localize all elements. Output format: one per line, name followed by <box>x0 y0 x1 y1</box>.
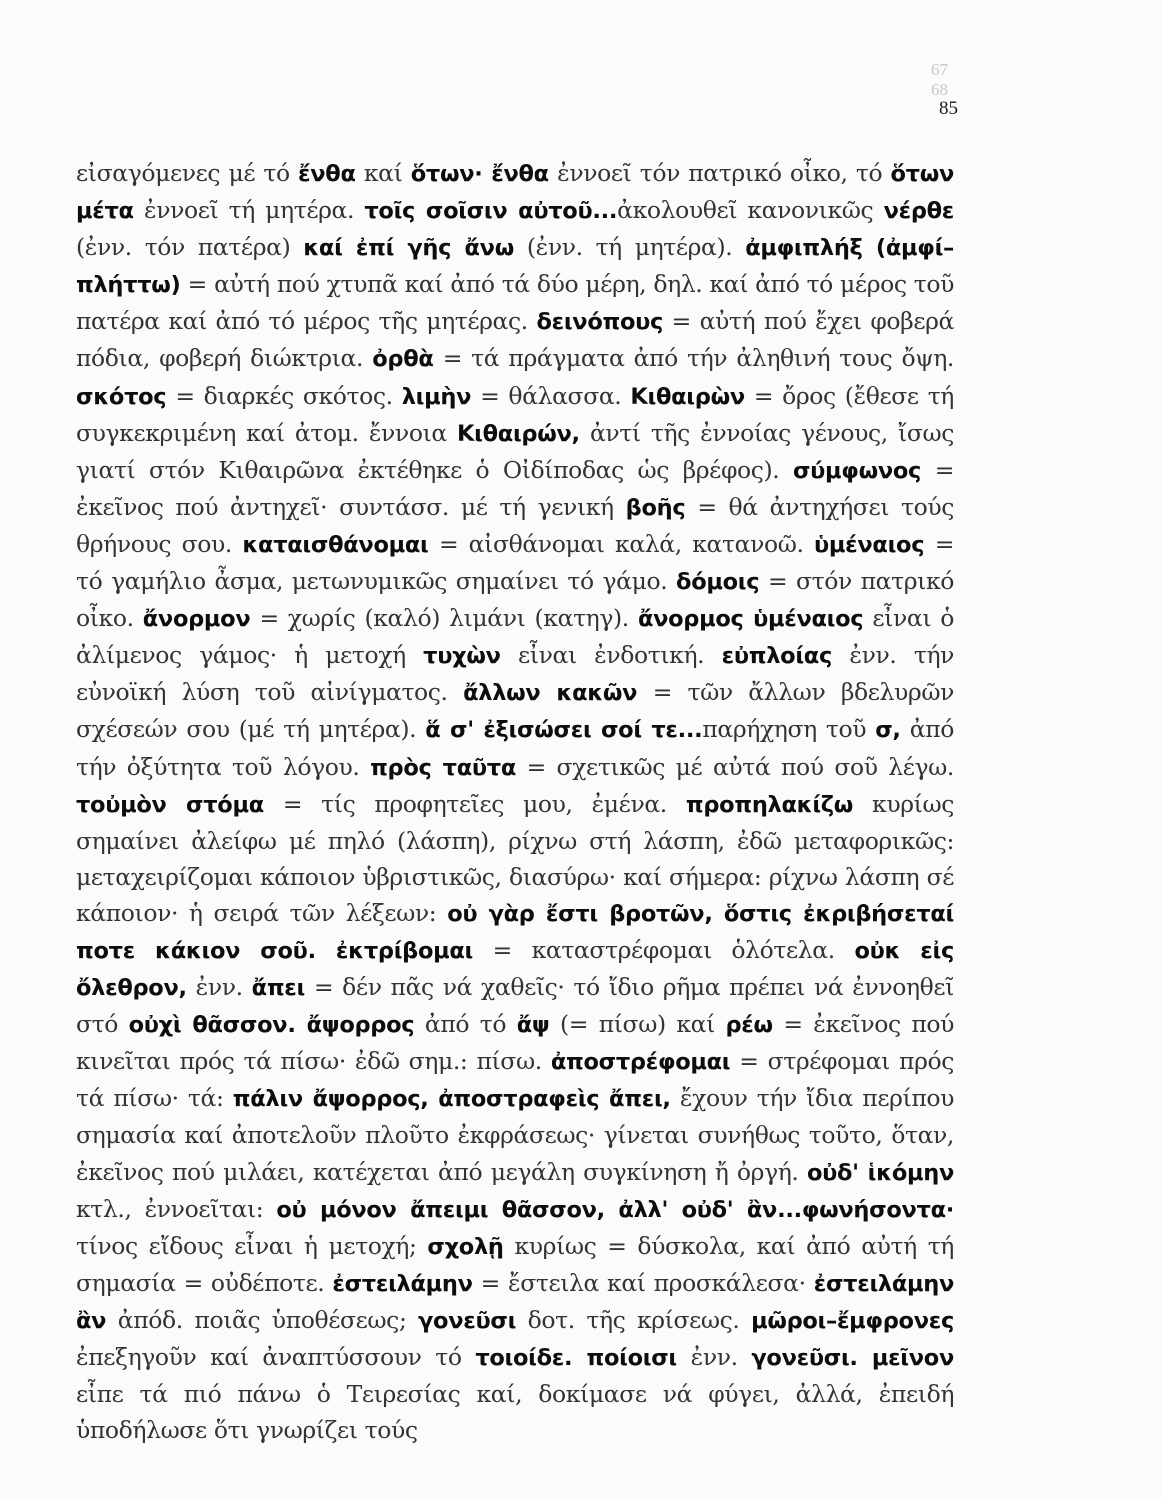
gloss-text: = ἔστειλα καί προσκάλεσα· <box>472 1268 814 1297</box>
gloss-text: κτλ., ἐννοεῖται: <box>76 1194 277 1223</box>
gloss-text: ἐπεξηγοῦν καί ἀναπτύσσουν τό <box>76 1343 476 1371</box>
lemma: οὐ μόνον ἄπειμι θᾶσσον, ἀλλ' οὐδ' ἂν...φωνήσοντα· <box>276 1196 954 1223</box>
lemma: ἄπει <box>251 975 306 1002</box>
commentary-text <box>76 155 954 1448</box>
lemma: ἅ σ' ἐξισώσει σοί τε... <box>425 717 703 744</box>
lemma: εὐπλοίας <box>721 643 832 670</box>
gloss-text: = αὐτή πού χτυπᾶ καί ἀπό τά δύο μέρη, δηλ. καί ἀπό τό μέρος τοῦ πατέρα καί ἀπό τό μέρος τῆς μητέρας. <box>76 270 954 336</box>
gloss-text: εἶναι ὁ ἀλίμενος γάμος· ἡ μετοχή <box>76 604 954 670</box>
gloss-text: = τό γαμήλιο ἆσμα, μετωνυμικῶς σημαίνει τό γάμο. <box>76 529 954 596</box>
lemma: ρέω <box>725 1012 773 1039</box>
lemma: καί ἐπί γῆς ἄνω <box>303 235 514 262</box>
lemma: πρὸς ταῦτα <box>370 754 516 781</box>
lemma: σ, <box>875 717 901 744</box>
lemma: τυχὼν <box>423 643 501 670</box>
lemma: ἀποστρέφομαι <box>550 1049 731 1076</box>
gloss-text: = θά ἀντηχήσει τούς θρήνους σου. <box>76 492 954 558</box>
gloss-text: καί <box>355 159 411 187</box>
gloss-text: = ὄρος (ἔθεσε τή συγκεκριμένη καί ἀτομ. ἔννοια <box>76 381 954 447</box>
gloss-text: = αἰσθάνομαι καλά, κατανοῶ. <box>428 529 815 558</box>
lemma: δόμοις <box>676 569 760 596</box>
lemma: ἀμφιπλήξ (ἀμφί–πλήττω) <box>76 235 954 299</box>
gloss-text: = ἐκεῖνος πού ἀντηχεῖ· συντάσσ. μέ τή γενική <box>76 455 954 521</box>
lemma: οὐκ εἰς ὄλεθρον, <box>76 937 955 1002</box>
lemma: ἄψ <box>516 1012 550 1039</box>
gloss-text: δοτ. τῆς κρίσεως. <box>516 1305 752 1334</box>
gloss-text: τίνος εἴδους εἶναι ἡ μετοχή; <box>76 1231 428 1260</box>
lemma: πάλιν ἄψορρος, ἀποστραφεὶς ἄπει, <box>232 1086 671 1113</box>
lemma: ἐστειλάμην ἂν <box>76 1270 955 1334</box>
gloss-text: εἰσαγόμενες μέ τό <box>76 159 299 187</box>
lemma: προπηλακίζω <box>685 791 854 818</box>
gloss-text: (ἐνν. τόν πατέρα) <box>76 233 304 262</box>
gloss-text: ἀπόδ. ποιᾶς ὑποθέσεως; <box>106 1305 419 1334</box>
gloss-text: = αὐτή πού ἔχει φοβερά πόδια, φοβερή διώκτρια. <box>76 307 954 373</box>
gloss-text: = στρέφομαι πρός τά πίσω· τά: <box>76 1047 954 1113</box>
lemma: ὀρθὰ <box>372 346 434 373</box>
lemma: ὅτων μέτα <box>76 161 954 225</box>
gloss-text: = διαρκές σκότος. <box>166 381 402 410</box>
gloss-text: = δέν πᾶς νά χαθεῖς· τό ἴδιο ρῆμα πρέπει νά ἐννοηθεῖ στό <box>76 973 954 1039</box>
gloss-text: παρήχηση τοῦ <box>702 715 876 744</box>
lemma: ἐστειλάμην <box>332 1270 473 1297</box>
gloss-text: κυρίως = δύσκολα, καί ἀπό αὐτή τή σημασία = οὐδέποτε. <box>76 1231 954 1297</box>
gloss-text: εἶναι ἐνδοτική. <box>500 641 722 670</box>
lemma: οὐδ' ἱκόμην <box>806 1159 954 1186</box>
gloss-text: = ἐκεῖνος πού κινεῖται πρός τά πίσω· ἐδῶ σημ.: πίσω. <box>76 1010 955 1076</box>
lemma: ὑμέναιος <box>814 531 925 558</box>
gloss-text: ἀπό τήν ὀξύτητα τοῦ λόγου. <box>76 715 955 781</box>
lemma: λιμὴν <box>401 383 472 410</box>
lemma: βοῆς <box>625 494 686 521</box>
gloss-text: = στόν πατρικό οἶκο. <box>76 567 954 633</box>
lemma: Κιθαιρὼν <box>630 383 745 410</box>
gloss-text: ἀκολουθεῖ κανονικῶς <box>617 196 884 225</box>
lemma: ἄνορμος ὑμέναιος <box>637 606 864 633</box>
gloss-text: ἐνν. <box>186 973 252 1002</box>
gloss-text: = τῶν ἄλλων βδελυρῶν σχέσεών σου (μέ τή μητέρα). <box>76 678 954 744</box>
gloss-text: = τά πράγματα ἀπό τήν ἀληθινή τους ὄψη. <box>433 344 954 373</box>
bleed-through-page-numbers <box>931 60 948 100</box>
page-number: 85 <box>939 98 958 119</box>
gloss-text: (ἐνν. τή μητέρα). <box>513 233 746 262</box>
lemma: ἄνορμον <box>142 606 251 633</box>
gloss-text: ἐννοεῖ τόν πατρικό οἶκο, τό <box>548 159 891 187</box>
lemma: οὐχὶ θᾶσσον. ἄψορρος <box>128 1012 415 1039</box>
lemma: οὐ γὰρ ἔστι βροτῶν, ὅστις ἐκριβήσεταί ποτε κάκιον σοῦ. ἐκτρίβομαι <box>76 900 955 964</box>
gloss-text: εἶπε τά πιό πάνω ὁ Τειρεσίας καί, δοκίμασε νά φύγει, ἀλλά, ἐπειδή ὑποδήλωσε ὅτι γνωρίζει τούς <box>76 1380 954 1445</box>
gloss-text: ἀπό τό <box>414 1010 517 1039</box>
gloss-text: ἐννοεῖ τή μητέρα. <box>133 196 365 225</box>
gloss-text: ἀντί τῆς ἐννοίας γένους, ἴσως γιατί στόν Κιθαιρῶνα ἐκτέθηκε ὁ Οἰδίποδας ὡς βρέφος). <box>76 418 954 484</box>
lemma: σύμφωνος <box>792 457 922 484</box>
bleed-number: 67 <box>931 60 948 79</box>
lemma: καταισθάνομαι <box>242 531 429 558</box>
gloss-text: ἐνν. <box>676 1343 752 1371</box>
gloss-text: κυρίως σημαίνει ἀλείφω μέ πηλό (λάσπη), ρίχνω στή λάσπη, ἐδῶ μεταφορικῶς: μεταχειρίζομαι κάποιον ὑβριστικῶς, διασύρω· καί σήμερα: ρίχνω λάσπη σέ κάποιον· ἡ σειρά τῶν λέξεων: <box>76 789 954 927</box>
lemma: τοὐμὸν στόμα <box>76 791 264 818</box>
lemma: σκότος <box>76 383 167 410</box>
gloss-text: = σχετικῶς μέ αὐτά πού σοῦ λέγω. <box>516 752 954 781</box>
lemma: ἔνθα <box>298 161 356 187</box>
gloss-text: ἔχουν τήν ἴδια περίπου σημασία καί ἀποτελοῦν πλοῦτο ἐκφράσεως· γίνεται συνήθως τοῦτο, ὅταν, ἐκεῖνος πού μιλάει, κατέχεται ἀπό μεγάλη συγκίνηση ἤ ὀργή. <box>76 1084 955 1186</box>
gloss-text: = τίς προφητεῖες μου, ἐμένα. <box>263 789 686 818</box>
lemma: ὅτων· ἔνθα <box>410 161 549 187</box>
lemma: γονεῦσι <box>418 1307 517 1334</box>
lemma: τοιοίδε. ποίοισι <box>475 1345 677 1371</box>
lemma: νέρθε <box>883 198 955 225</box>
gloss-text: ἐνν. τήν εὐνοϊκή λύση τοῦ αἰνίγματος. <box>76 641 955 707</box>
lemma: δεινόπους <box>536 309 664 336</box>
lemma: γονεῦσι. μεῖνον <box>751 1345 954 1371</box>
gloss-text: = χωρίς (καλό) λιμάνι (κατηγ). <box>250 604 638 633</box>
gloss-text: = θάλασσα. <box>471 381 631 410</box>
lemma: μῶροι–ἔμφρονες <box>751 1307 954 1334</box>
lemma: τοῖς σοῖσιν αὐτοῦ... <box>364 198 618 225</box>
lemma: σχολῇ <box>427 1233 504 1260</box>
lemma: Κιθαιρών, <box>457 420 580 447</box>
gloss-text: = καταστρέφομαι ὁλότελα. <box>473 935 855 964</box>
bleed-number: 68 <box>931 80 948 99</box>
lemma: ἄλλων κακῶν <box>463 680 638 707</box>
gloss-text: (= πίσω) καί <box>549 1010 726 1039</box>
